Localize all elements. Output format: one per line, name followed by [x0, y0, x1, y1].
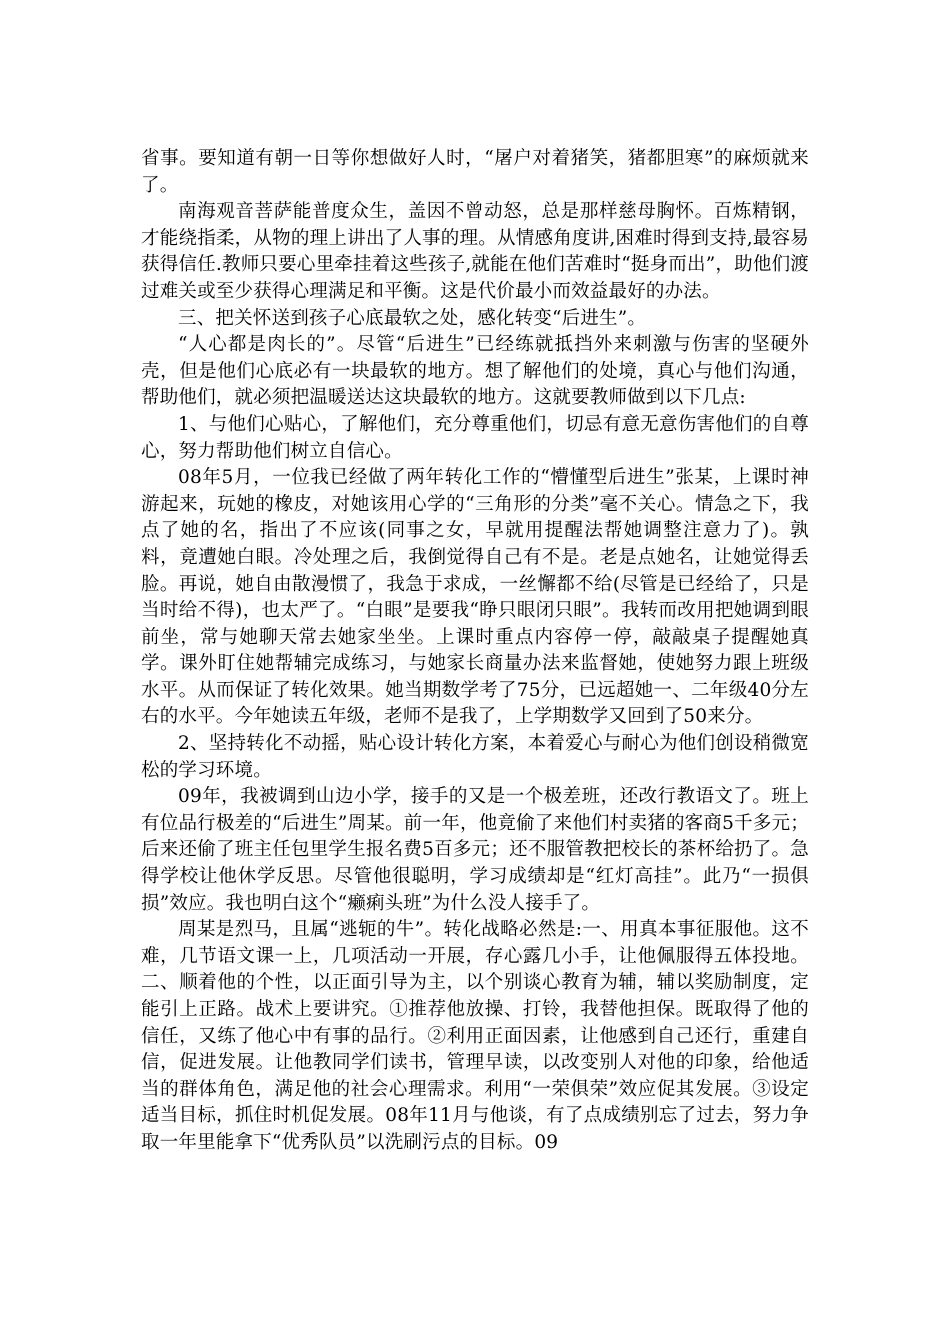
paragraph: 08年5月，一位我已经做了两年转化工作的“懵懂型后进生”张某，上课时神游起来，玩她的橡皮，对她该用心学的“三角形的分类”毫不关心。情急之下，我点了她的名，指出了不应该(同事之女，早就用提醒法帮她调整注意力了)。孰料，竟遭她白眼。冷处理之后，我倒觉得自己有不是。老是点她名，让她觉得丢脸。再说，她自由散漫惯了，我急于求成，一丝懈都不给(尽管是已经给了，只是当时给不得)，也太严了。“白眼”是要我“睁只眼闭只眼”。我转而改用把她调到眼前坐，常与她聊天常去她家坐坐。上课时重点内容停一停，敲敲桌子提醒她真学。课外盯住她帮辅完成练习，与她家长商量办法来监督她，使她努力跟上班级水平。从而保证了转化效果。她当期数学考了75分，已远超她一、二年级40分左右的水平。今年她读五年级，老师不是我了，上学期数学又回到了50来分。	[141, 467, 809, 728]
paragraph: 09年，我被调到山边小学，接手的又是一个极差班，还改行教语文了。班上有位品行极差的“后进生”周某。前一年，他竟偷了来他们村卖猪的客商5千多元；后来还偷了班主任包里学生报名费5百多元；还不服管教把校长的茶杯给扔了。急得学校让他休学反思。尽管他很聪明，学习成绩却是“红灯高挂”。此乃“一损俱损”效应。我也明白这个“癞痢头班”为什么没人接手了。	[141, 786, 809, 914]
paragraph: 周某是烈马，且属“逃轭的牛”。转化战略必然是:一、用真本事征服他。这不难，几节语文课一上，几项活动一开展，存心露几小手，让他佩服得五体投地。二、顺着他的个性，以正面引导为主，以个别谈心教育为辅，辅以奖励制度，定能引上正路。战术上要讲究。①推荐他放操、打铃，我替他担保。既取得了他的信任，又练了他心中有事的品行。②利用正面因素，让他感到自己还行，重建自信，促进发展。让他教同学们读书，管理早读，以改变别人对他的印象，给他适当的群体角色，满足他的社会心理需求。利用“一荣俱荣”效应促其发展。③设定适当目标，抓住时机促发展。08年11月与他谈，有了点成绩别忘了过去，努力争取一年里能拿下“优秀队员”以洗刷污点的目标。09	[141, 919, 809, 1153]
list-point: 2、坚持转化不动摇，贴心设计转化方案，本着爱心与耐心为他们创设稍微宽松的学习环境。	[141, 733, 809, 781]
section-heading: 三、把关怀送到孩子心底最软之处，感化转变“后进生”。	[178, 307, 647, 329]
list-point: 1、与他们心贴心，了解他们，充分尊重他们，切忌有意无意伤害他们的自尊心，努力帮助他们树立自信心。	[141, 413, 809, 462]
paragraph: “人心都是肉长的”。尽管“后进生”已经练就抵挡外来刺激与伤害的坚硬外壳，但是他们心底必有一块最软的地方。想了解他们的处境，真心与他们沟通，帮助他们，就必须把温暖送达这块最软的地方。这就要教师做到以下几点:	[141, 334, 809, 409]
paragraph: 南海观音菩萨能普度众生，盖因不曾动怒，总是那样慈母胸怀。百炼精钢，才能绕指柔，从物的理上讲出了人事的理。从情感角度讲,困难时得到支持,最容易获得信任.教师只要心里牵挂着这些孩子,就能在他们苦难时“挺身而出”，助他们渡过难关或至少获得心理满足和平衡。这是代价最小而效益最好的办法。	[141, 201, 809, 302]
document-page	[141, 146, 809, 1157]
paragraph: 省事。要知道有朝一日等你想做好人时，“屠户对着猪笑，猪都胆寒”的麻烦就来了。	[141, 148, 809, 196]
